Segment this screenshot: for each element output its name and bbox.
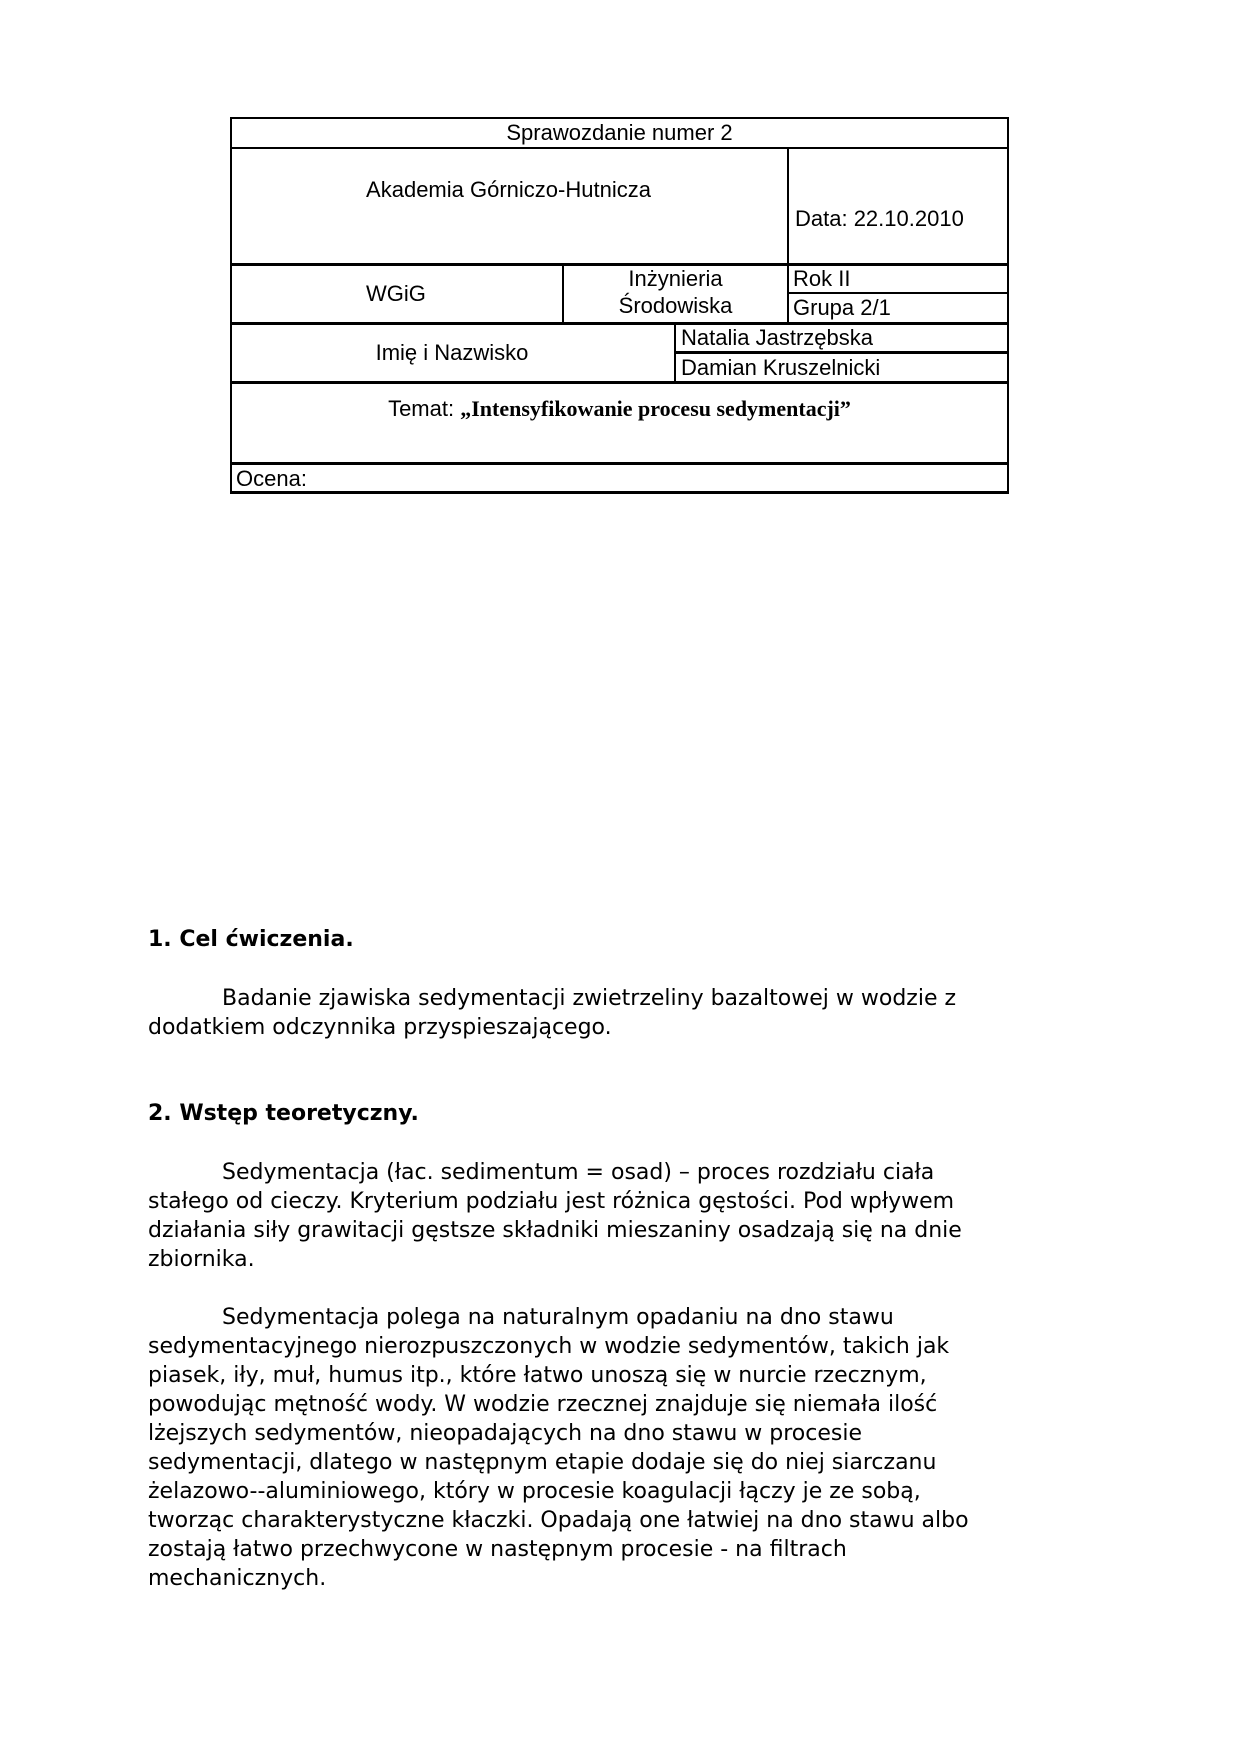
report-header-table (230, 117, 1009, 493)
name-label: Imię i Nazwisko (375, 340, 529, 365)
report-title: Sprawozdanie numer 2 (506, 120, 733, 145)
text-line: zostają łatwo przechwycone w następnym procesie - na filtrach (148, 1537, 847, 1562)
text-line: działania siły grawitacji gęstsze składniki mieszaniny osadzają się na dnie (148, 1218, 962, 1243)
row-divider (230, 147, 1009, 149)
field-of-study-line2: Środowiska (618, 293, 733, 318)
report-topic (230, 396, 1009, 422)
col-divider (674, 323, 676, 383)
section-heading-goal: 1. Cel ćwiczenia. (148, 927, 354, 952)
paragraph-theory-1 (148, 1158, 1088, 1274)
text-line: Sedymentacja polega na naturalnym opadaniu na dno stawu (222, 1305, 894, 1330)
topic-label: Temat: (388, 396, 461, 421)
table-border-right (1007, 117, 1009, 494)
student-name: Natalia Jastrzębska (681, 325, 873, 350)
text-line: Sedymentacja (łac. sedimentum = osad) – proces rozdziału ciała (222, 1160, 935, 1185)
topic-title: „Intensyfikowanie procesu sedymentacji” (460, 396, 851, 421)
text-line: żelazowo--aluminiowego, który w procesie koagulacji łączy je ze sobą, (148, 1479, 921, 1504)
text-line: piasek, iły, muł, humus itp., które łatwo unoszą się w nurcie rzecznym, (148, 1363, 927, 1388)
paragraph-theory-2 (148, 1303, 1088, 1593)
row-divider (230, 322, 1009, 325)
student-name: Damian Kruszelnicki (681, 355, 881, 380)
text-line: stałego od cieczy. Kryterium podziału jest różnica gęstości. Pod wpływem (148, 1189, 955, 1214)
text-line: Badanie zjawiska sedymentacji zwietrzeliny bazaltowej w wodzie z (222, 986, 957, 1011)
field-of-study-line1: Inżynieria (628, 266, 723, 291)
student-group: Grupa 2/1 (793, 295, 891, 320)
table-border-bottom (230, 491, 1009, 494)
paragraph-goal (148, 984, 1088, 1042)
text-line: mechanicznych. (148, 1566, 327, 1591)
text-line: sedymentacyjnego nierozpuszczonych w wodzie sedymentów, takich jak (148, 1334, 950, 1359)
text-line: zbiornika. (148, 1247, 255, 1272)
faculty-name: WGiG (366, 281, 426, 306)
table-border-top (230, 117, 1009, 119)
section-heading-theory: 2. Wstęp teoretyczny. (148, 1101, 419, 1126)
university-name: Akademia Górniczo-Hutnicza (366, 177, 651, 202)
col-divider (787, 147, 789, 324)
text-line: dodatkiem odczynnika przyspieszającego. (148, 1015, 612, 1040)
row-divider (788, 292, 1009, 294)
text-line: tworząc charakterystyczne kłaczki. Opadają one łatwiej na dno stawu albo (148, 1508, 969, 1533)
text-line: sedymentacji, dlatego w następnym etapie dodaje się do niej siarczanu (148, 1450, 937, 1475)
grade-label: Ocena: (236, 466, 307, 491)
report-date: Data: 22.10.2010 (795, 206, 964, 231)
text-line: lżejszych sedymentów, nieopadających na dno stawu w procesie (148, 1421, 863, 1446)
text-line: powodując mętność wody. W wodzie rzecznej znajduje się niemała ilość (148, 1392, 938, 1417)
row-divider (675, 351, 1009, 354)
study-year: Rok II (793, 266, 851, 291)
row-divider (230, 462, 1009, 465)
row-divider (230, 381, 1009, 384)
